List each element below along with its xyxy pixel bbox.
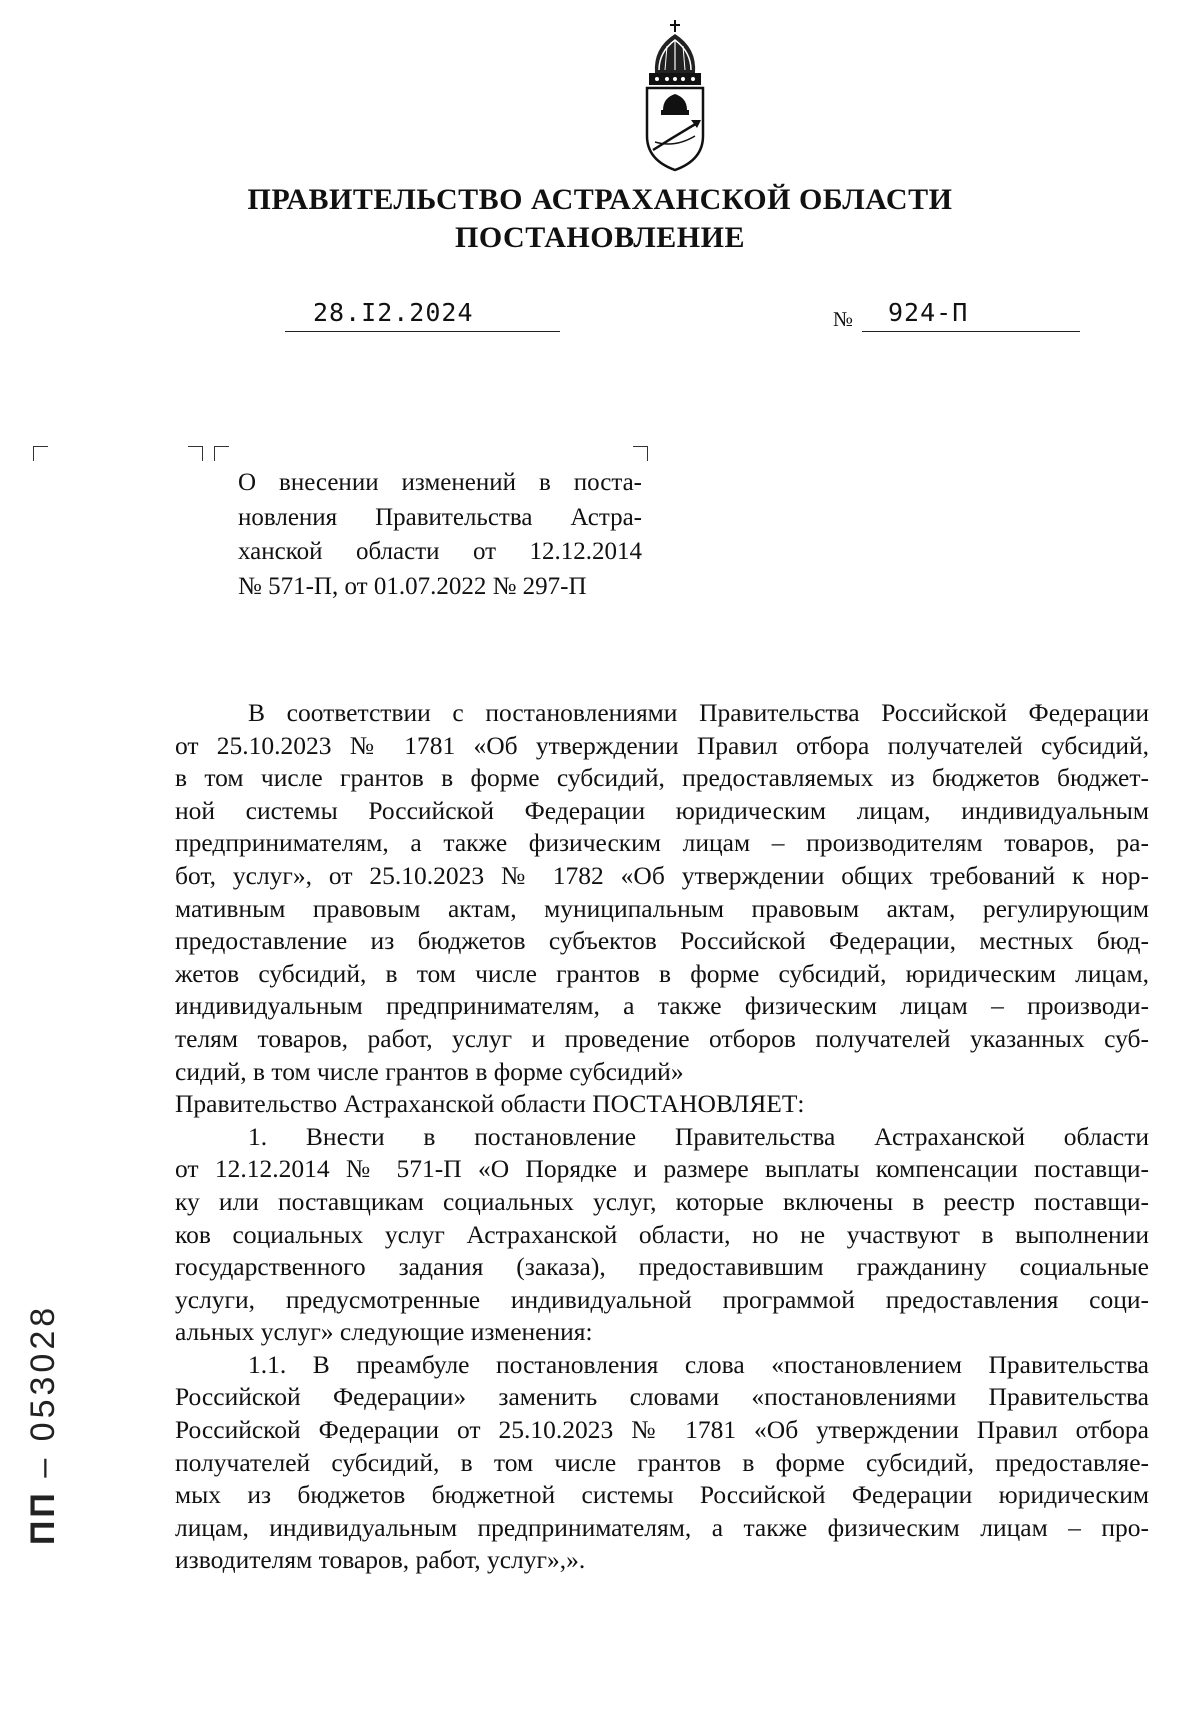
subject-line: ханской области от 12.12.2014 xyxy=(238,538,642,565)
body-line: ков социальных услуг Астраханской области, но не участвуют в выполнении xyxy=(175,1219,1149,1249)
body-line: Российской Федерации от 25.10.2023 № 1781 «Об утверждении Правил отбора xyxy=(175,1415,1149,1445)
corner-mark xyxy=(214,446,229,461)
form-serial-number: – 053028 xyxy=(24,1303,62,1478)
body-line: от 25.10.2023 № 1781 «Об утверждении Правил отбора получателей субсидий, xyxy=(175,730,1149,760)
body-line: от 12.12.2014 № 571-П «О Порядке и размере выплаты компенсации поставщи- xyxy=(175,1154,1149,1184)
body-line: Российской Федерации» заменить словами «постановлениями Правительства xyxy=(175,1382,1149,1412)
body-line: 1.1. В преамбуле постановления слова «постановлением Правительства xyxy=(248,1349,1149,1379)
form-serial-stamp xyxy=(24,1304,63,1545)
body-line: бот, услуг», от 25.10.2023 № 1782 «Об утверждении общих требований к нор- xyxy=(175,860,1149,890)
corner-mark xyxy=(188,446,203,461)
body-line: изводителям товаров, работ, услуг»,». xyxy=(175,1545,586,1575)
body-line: государственного задания (заказа), предоставившим гражданину социальные xyxy=(175,1252,1149,1282)
organization-title: ПРАВИТЕЛЬСТВО АСТРАХАНСКОЙ ОБЛАСТИ xyxy=(247,183,953,216)
subject-line: № 571-П, от 01.07.2022 № 297-П xyxy=(238,572,587,600)
document-body xyxy=(175,697,1149,1577)
subject-line: О внесении изменений в поста- xyxy=(238,469,642,496)
body-line: лицам, индивидуальным предпринимателям, а также физическим лицам – про- xyxy=(175,1512,1149,1542)
body-line: мых из бюджетов бюджетной системы Российской Федерации юридическим xyxy=(175,1480,1149,1510)
body-line: 1. Внести в постановление Правительства Астраханской области xyxy=(248,1121,1149,1151)
corner-mark xyxy=(33,446,48,461)
body-line: предоставление из бюджетов субъектов Российской Федерации, местных бюд- xyxy=(175,926,1149,956)
number-sign: № xyxy=(833,307,854,331)
body-line: в том числе грантов в форме субсидий, предоставляемых из бюджетов бюджет- xyxy=(175,763,1149,793)
body-line: получателей субсидий, в том числе грантов в форме субсидий, предоставляе- xyxy=(175,1447,1149,1477)
astrakhan-coat-of-arms-icon xyxy=(625,18,725,178)
body-line: ку или поставщикам социальных услуг, которые включены в реестр поставщи- xyxy=(175,1186,1149,1216)
body-line: ной системы Российской Федерации юридическим лицам, индивидуальным xyxy=(175,795,1149,825)
corner-mark xyxy=(633,446,648,461)
subject-line: новления Правительства Астра- xyxy=(238,503,642,531)
body-line: индивидуальным предпринимателям, а также физическим лицам – производи- xyxy=(175,991,1149,1021)
body-line: телям товаров, работ, услуг и проведение отборов получателей указанных суб- xyxy=(175,1023,1149,1053)
document-subject xyxy=(238,466,642,604)
body-line: услуги, предусмотренные индивидуальной программой предоставления соци- xyxy=(175,1284,1149,1314)
document-number: 924-П xyxy=(862,298,1080,332)
body-line: альных услуг» следующие изменения: xyxy=(175,1317,593,1347)
body-line: В соответствии с постановлениями Правительства Российской Федерации xyxy=(248,698,1149,727)
body-line: сидий, в том числе грантов в форме субсидий» xyxy=(175,1056,684,1086)
document-date: 28.I2.2024 xyxy=(285,298,560,332)
document-type-title: ПОСТАНОВЛЕНИЕ xyxy=(455,221,745,254)
body-line: жетов субсидий, в том числе грантов в форме субсидий, юридическим лицам, xyxy=(175,958,1149,988)
body-line: мативным правовым актам, муниципальным правовым актам, регулирующим xyxy=(175,893,1149,923)
resolves-line: Правительство Астраханской области ПОСТАНОВЛЯЕТ: xyxy=(175,1089,805,1119)
form-series: ПП xyxy=(24,1490,62,1545)
body-line: предпринимателям, а также физическим лицам – производителям товаров, ра- xyxy=(175,828,1149,858)
